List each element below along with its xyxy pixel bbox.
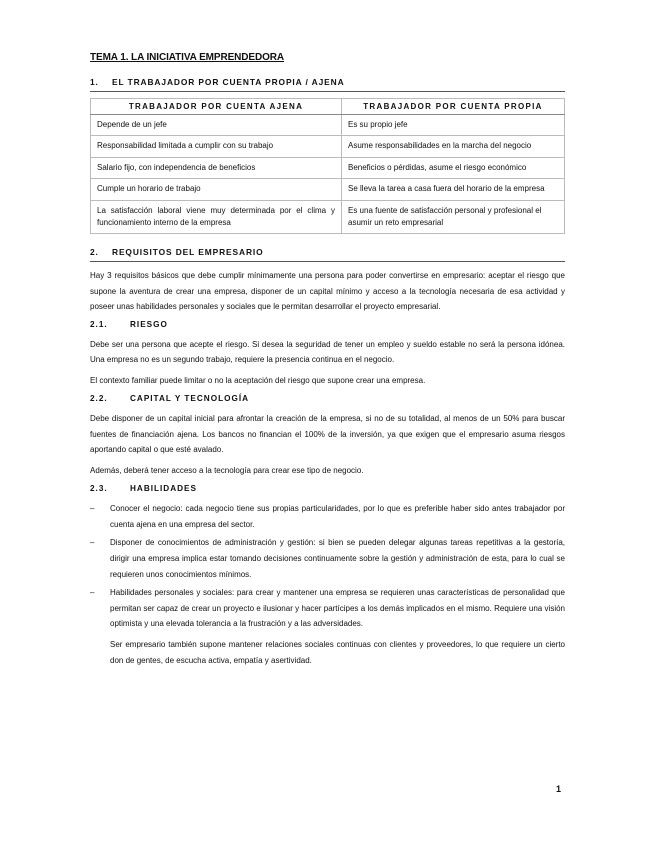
table-row xyxy=(91,136,565,157)
subsection-riesgo-heading xyxy=(90,320,565,329)
dash-bullet: – xyxy=(90,504,95,514)
list-item xyxy=(90,501,565,532)
table-header-row xyxy=(91,99,565,115)
list-item-text: Habilidades personales y sociales: para crear y mantener una empresa se requieren unas características de personalidad que permitan ser capaz de crear un proyecto e ilusionar y hacer partícipes a los demás implicados en el mismo. Requiere una visión optimista y una elevada tolerancia a la frustración y a las adversidades. xyxy=(110,588,565,629)
habilidades-closing-paragraph: Ser empresario también supone mantener relaciones sociales continuas con clientes y proveedores, lo que requiere un cierto don de gentes, de escucha activa, empatía y asertividad. xyxy=(110,639,565,665)
section-1-heading xyxy=(90,77,565,92)
comparison-table xyxy=(90,98,565,234)
section-1-number: 1. xyxy=(90,77,99,87)
riesgo-paragraph-2: El contexto familiar puede limitar o no la aceptación del riesgo que supone crear una empresa. xyxy=(90,376,426,386)
section-2-number: 2. xyxy=(90,247,99,258)
table-cell-propia: Se lleva la tarea a casa fuera del horario de la empresa xyxy=(342,179,565,200)
dash-bullet: – xyxy=(90,538,95,548)
subsection-capital-title: CAPITAL Y TECNOLOGÍA xyxy=(130,394,250,404)
subsection-riesgo-title: RIESGO xyxy=(130,319,168,329)
table-row xyxy=(91,179,565,200)
riesgo-paragraph-1: Debe ser una persona que acepte el riesgo. Si desea la seguridad de tener un empleo y sueldo estable no será la persona idónea. Una empresa no es un segundo trabajo, requiere la presencia continua en el negocio. xyxy=(90,339,565,365)
page-number: 1 xyxy=(556,784,562,794)
capital-paragraph-1: Debe disponer de un capital inicial para afrontar la creación de la empresa, si no de su totalidad, al menos de un 50% para buscar fuentes de financiación ajena. Los bancos no financian el 100% de la inversión, ya que exigen que el empresario asuma riesgos aportando capital o que esté avalado. xyxy=(90,414,565,454)
table-cell-ajena: Salario fijo, con independencia de beneficios xyxy=(91,157,342,178)
table-cell-propia: Es su propio jefe xyxy=(342,115,565,136)
subsection-capital-heading xyxy=(90,394,565,403)
section-2-intro: Hay 3 requisitos básicos que debe cumplir mínimamente una persona para poder convertirse en empresario: aceptar el riesgo que supone la aventura de crear una empresa, disponer de un capital mínimo y acceso a la tecnología necesaria de esa actividad y poseer unas habilidades personales y sociales que le permitan desarrollar el proyecto empresarial. xyxy=(90,271,565,311)
dash-bullet: – xyxy=(90,588,95,598)
list-item xyxy=(90,535,565,582)
document-title: TEMA 1. LA INICIATIVA EMPRENDEDORA xyxy=(90,52,285,63)
list-item-text: Disponer de conocimientos de administración y gestión: si bien se pueden delegar algunas tareas repetitivas a la gestoría, dirigir una empresa implica estar tomando decisiones continuamente sobre la gestión y administración de esta, para lo cual se requieren unos conocimientos mínimos. xyxy=(110,538,565,579)
list-item xyxy=(90,585,565,632)
subsection-riesgo-number: 2.1. xyxy=(90,319,108,329)
table-cell-propia: Asume responsabilidades en la marcha del negocio xyxy=(342,136,565,157)
subsection-habilidades-heading xyxy=(90,484,565,493)
table-cell-ajena: Depende de un jefe xyxy=(91,115,342,136)
table-header-propia: TRABAJADOR POR CUENTA PROPIA xyxy=(342,99,565,115)
document-page xyxy=(90,52,565,668)
capital-paragraph-2: Además, deberá tener acceso a la tecnología para crear ese tipo de negocio. xyxy=(90,466,364,476)
list-item-text: Conocer el negocio: cada negocio tiene sus propias particularidades, por lo que es preferible haber sido antes trabajador por cuenta ajena en una empresa del sector. xyxy=(110,504,565,529)
table-cell-ajena: Cumple un horario de trabajo xyxy=(91,179,342,200)
table-row xyxy=(91,115,565,136)
subsection-capital-number: 2.2. xyxy=(90,394,108,404)
subsection-habilidades-number: 2.3. xyxy=(90,484,108,494)
table-header-ajena: TRABAJADOR POR CUENTA AJENA xyxy=(91,99,342,115)
table-row xyxy=(91,157,565,178)
section-2-heading xyxy=(90,247,565,262)
section-2-title: REQUISITOS DEL EMPRESARIO xyxy=(112,247,264,258)
table-cell-propia: Beneficios o pérdidas, asume el riesgo económico xyxy=(342,157,565,178)
table-cell-ajena: Responsabilidad limitada a cumplir con su trabajo xyxy=(91,136,342,157)
table-row xyxy=(91,200,565,234)
subsection-habilidades-title: HABILIDADES xyxy=(130,484,197,494)
section-1-title: EL TRABAJADOR POR CUENTA PROPIA / AJENA xyxy=(112,77,345,87)
table-cell-propia: Es una fuente de satisfacción personal y profesional el asumir un reto empresarial xyxy=(342,200,565,234)
table-cell-ajena: La satisfacción laboral viene muy determinada por el clima y funcionamiento interno de la empresa xyxy=(91,200,342,234)
